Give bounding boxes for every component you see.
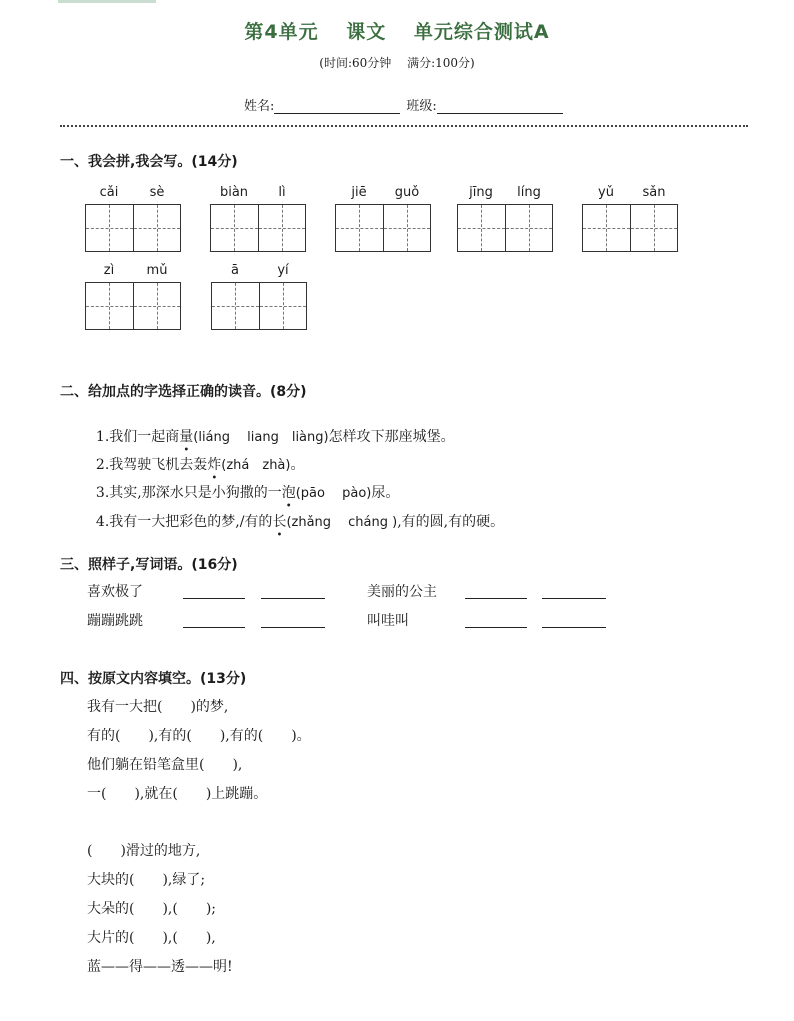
question-line: 1.我们一起商量(liáng liang liàng)怎样攻下那座城堡。 [95,429,455,445]
dotted-char: 量 [179,429,194,445]
pinyin: guǒ [394,185,420,200]
dotted-char: 炸 [207,457,222,473]
pinyin-options: (zhǎng cháng ) [286,515,398,530]
fill-line: 我有一大把( )的梦, [87,699,229,715]
dotted-char: 长 [272,514,287,530]
fill-line: ( )滑过的地方, [87,843,201,859]
pinyin-options: (pāo pào) [295,486,372,501]
writing-grid[interactable] [210,204,306,252]
answer-blank[interactable] [465,626,527,628]
fill-line: 大块的( ),绿了; [87,872,206,888]
section-1-heading: 一、我会拼,我会写。(14分) [60,154,238,170]
writing-grid[interactable] [335,204,431,252]
pinyin: biàn [219,185,249,200]
dotted-divider [60,125,748,127]
pinyin: mǔ [146,263,168,278]
exam-info: (时间:60分钟 满分:100分) [319,56,475,70]
fill-line: 大朵的( ),( ); [87,901,217,917]
name-label: 姓名: [244,99,275,114]
pinyin: líng [517,185,541,200]
example-word: 美丽的公主 [367,584,437,600]
pinyin: cǎi [99,185,119,200]
writing-grid[interactable] [85,204,181,252]
fill-line: 他们躺在铅笔盒里( ), [87,757,243,773]
pinyin-options: (liáng liang liàng) [193,430,329,445]
pinyin: lì [278,185,286,200]
example-word: 蹦蹦跳跳 [87,613,143,629]
writing-grid[interactable] [582,204,678,252]
section-2-heading: 二、给加点的字选择正确的读音。(8分) [60,384,307,400]
name-blank[interactable] [274,99,400,114]
fill-line: 大片的( ),( ), [87,930,216,946]
answer-blank[interactable] [465,597,527,599]
answer-blank[interactable] [261,626,325,628]
section-3-heading: 三、照样子,写词语。(16分) [60,557,238,573]
pinyin: yǔ [598,185,614,200]
section-4-heading: 四、按原文内容填空。(13分) [60,671,247,687]
page-title: 第4单元 课文 单元综合测试A [244,21,550,43]
fill-line: 蓝——得——透——明! [87,959,233,975]
answer-blank[interactable] [183,597,245,599]
writing-grid[interactable] [457,204,553,252]
answer-blank[interactable] [183,626,245,628]
pinyin: sè [149,185,165,200]
writing-grid[interactable] [211,282,307,330]
answer-blank[interactable] [261,597,325,599]
example-word: 喜欢极了 [87,584,143,600]
pinyin: zì [103,263,115,278]
pinyin: jīng [469,185,493,200]
class-blank[interactable] [437,99,563,114]
class-label: 班级: [406,99,437,114]
question-line: 4.我有一大把彩色的梦,/有的长(zhǎng cháng ),有的圆,有的硬。 [95,514,505,530]
question-line: 3.其实,那深水只是小狗撒的一泡(pāo pào)尿。 [95,485,400,501]
dotted-char: 泡 [281,485,296,501]
writing-grid[interactable] [85,282,181,330]
pinyin: yí [277,263,289,278]
pinyin: ā [231,263,239,278]
pinyin: jiē [351,185,367,200]
header-tab-strip [58,0,156,3]
answer-blank[interactable] [542,626,606,628]
question-line: 2.我驾驶飞机去轰炸(zhá zhà)。 [95,457,305,473]
answer-blank[interactable] [542,597,606,599]
fill-line: 一( ),就在( )上跳蹦。 [87,786,268,802]
pinyin: sǎn [642,185,666,200]
example-word: 叫哇叫 [367,613,409,629]
fill-line: 有的( ),有的( ),有的( )。 [87,728,311,744]
student-info-line [244,95,563,114]
pinyin-options: (zhá zhà) [221,458,291,473]
